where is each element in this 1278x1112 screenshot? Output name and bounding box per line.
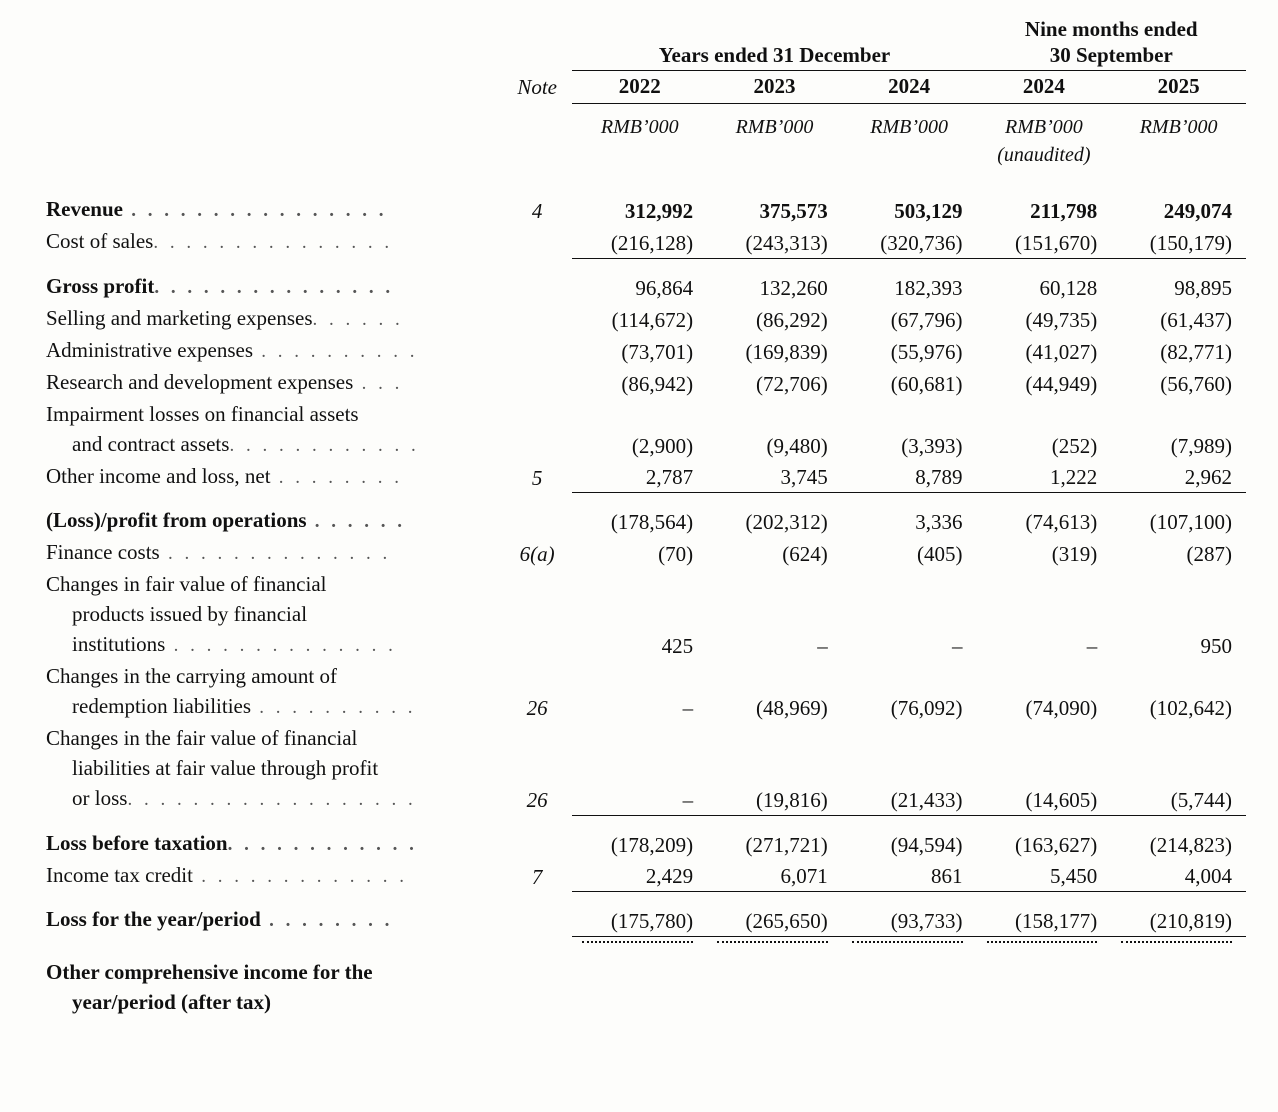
empty-cell: [502, 16, 572, 71]
row-label-text: Loss before taxation: [46, 830, 228, 855]
row-note: [502, 429, 572, 461]
row-label: [46, 194, 502, 226]
column-header-2025-interim: 2025: [1111, 71, 1246, 104]
row-value: 60,128: [1039, 275, 1098, 300]
row-value: [572, 599, 707, 629]
row-value: (19,816): [707, 783, 842, 815]
empty-cell: [977, 987, 1112, 1017]
row-value: [842, 753, 977, 783]
spacer-row: [46, 892, 1246, 905]
row-value: (93,733): [842, 904, 977, 936]
table-row: [46, 860, 1246, 892]
row-value: [977, 723, 1112, 753]
row-value: (9,480): [766, 433, 828, 458]
empty-cell: [46, 71, 502, 104]
row-label-text: liabilities at fair value through profit: [72, 756, 379, 780]
table-row: [46, 429, 1246, 461]
row-value: 312,992: [624, 199, 694, 223]
row-value: (243,313): [707, 226, 842, 258]
empty-cell: [46, 104, 502, 143]
row-note: [502, 367, 572, 399]
group-header-nine-months: [977, 16, 1246, 71]
spacer-row: [46, 815, 1246, 828]
row-label-text: Impairment losses on financial assets: [46, 401, 359, 426]
row-value: [977, 599, 1112, 629]
row-value: 5,450: [977, 860, 1112, 892]
row-value: [842, 569, 977, 599]
row-value: (102,642): [1149, 696, 1232, 720]
row-value: (3,393): [901, 433, 963, 458]
unit-2023: RMB’000: [735, 116, 814, 138]
row-value: [1111, 723, 1246, 753]
table-row: [46, 226, 1246, 258]
row-label: [46, 367, 502, 399]
row-note: 26: [526, 788, 548, 812]
row-value: (114,672): [611, 307, 694, 332]
empty-cell: [842, 957, 977, 987]
row-value: 3,745: [707, 461, 842, 493]
empty-cell: [572, 987, 707, 1017]
spacer-cell: [46, 258, 1246, 271]
table-row: [46, 599, 1246, 629]
row-note: [502, 335, 572, 367]
row-note: [502, 505, 572, 537]
table-row: [46, 691, 1246, 723]
leader-dots: . . . . . . . . . .: [251, 697, 417, 718]
row-value: [1111, 569, 1246, 599]
row-value: (74,613): [1025, 510, 1098, 534]
row-value: (5,744): [1111, 783, 1246, 815]
row-label: [46, 461, 502, 493]
row-label-text: Selling and marketing expenses: [46, 305, 313, 330]
row-label-text: Changes in the fair value of financial: [46, 726, 358, 750]
empty-cell: [1111, 142, 1246, 168]
table-units-row: [46, 104, 1246, 143]
table-column-header-row: [46, 71, 1246, 104]
row-value: 6,071: [707, 860, 842, 892]
row-value: (49,735): [1025, 307, 1098, 332]
leader-dots: . . . . . . . . . .: [253, 340, 419, 362]
row-label: [46, 783, 502, 815]
row-value: [707, 599, 842, 629]
row-label: [46, 271, 502, 303]
row-value: (56,760): [1160, 371, 1232, 396]
row-label-text: Loss for the year/period: [46, 907, 261, 931]
table-row: [46, 753, 1246, 783]
table-row: [46, 828, 1246, 860]
unit-2024-interim: RMB’000: [1004, 116, 1083, 138]
row-note: [502, 629, 572, 661]
row-label: [46, 629, 502, 661]
row-label: [46, 691, 502, 723]
row-value: [842, 661, 977, 691]
row-value: (178,564): [610, 510, 694, 534]
row-label-text: Changes in fair value of financial: [46, 572, 327, 596]
row-value: [572, 399, 707, 429]
row-note: 5: [531, 465, 543, 490]
leader-dots: . . . . . . . .: [260, 910, 393, 931]
leader-dots: . . . . . . . . . . . . . . . . . .: [127, 789, 417, 810]
spacer-row: [46, 258, 1246, 271]
leader-dots: . . . . . . . . . . . .: [229, 434, 420, 456]
row-value: (86,292): [756, 307, 828, 332]
row-label: [46, 723, 502, 753]
row-value: (76,092): [890, 696, 963, 720]
row-label: [46, 661, 502, 691]
row-value: 1,222: [977, 461, 1112, 493]
row-value: –: [952, 634, 963, 658]
row-label-text: Revenue: [46, 197, 123, 221]
row-value: 182,393: [894, 275, 963, 300]
row-value: (73,701): [621, 339, 694, 364]
row-value: 3,336: [915, 510, 963, 534]
leader-dots: . . . . . . . . . . . . . . . .: [123, 200, 387, 221]
row-label-text: Gross profit: [46, 273, 155, 298]
row-value: (252): [1051, 433, 1098, 458]
unit-2024-annual: RMB’000: [870, 116, 949, 138]
row-label: [46, 828, 502, 860]
unaudited-marker: (unaudited): [997, 144, 1091, 166]
spacer-row: [46, 493, 1246, 506]
row-value: (169,839): [745, 339, 828, 364]
row-note: [502, 271, 572, 303]
row-value: (74,090): [1025, 696, 1098, 720]
row-value: [707, 399, 842, 429]
empty-cell: [1111, 957, 1246, 987]
row-value: (14,605): [977, 783, 1112, 815]
empty-cell: [977, 957, 1112, 987]
row-value: [1111, 599, 1246, 629]
empty-cell: [572, 142, 707, 168]
row-label: [46, 569, 502, 599]
row-value: [1111, 399, 1246, 429]
empty-cell: [707, 987, 842, 1017]
row-label: [46, 537, 502, 569]
table-row: [46, 505, 1246, 537]
row-label: [46, 904, 502, 936]
empty-cell: [502, 957, 572, 987]
row-label: [46, 303, 502, 335]
oci-heading-line2: year/period (after tax): [72, 989, 272, 1014]
oci-heading-line1: Other comprehensive income for the: [46, 959, 373, 984]
row-value: (624): [782, 542, 828, 566]
column-header-2024-interim: 2024: [977, 71, 1112, 104]
group-header-nine-months-line2: 30 September: [1049, 43, 1173, 67]
leader-dots: . . . . . . . .: [270, 466, 403, 488]
row-value: [977, 661, 1112, 691]
row-note: [502, 661, 572, 691]
row-label: [46, 335, 502, 367]
row-value: [572, 569, 707, 599]
row-value: [842, 599, 977, 629]
row-label: [46, 399, 502, 429]
row-value: 950: [1200, 634, 1232, 658]
table-row: [46, 537, 1246, 569]
row-note: 26: [526, 696, 548, 720]
row-value: [707, 661, 842, 691]
group-header-years: Years ended 31 December: [572, 16, 976, 71]
table-row: [46, 661, 1246, 691]
row-value: (44,949): [1025, 371, 1098, 396]
row-value: [842, 723, 977, 753]
row-label: [46, 226, 502, 258]
row-label-text: Cost of sales: [46, 229, 154, 253]
table-row: [46, 194, 1246, 226]
table-row: [46, 399, 1246, 429]
row-value: (202,312): [745, 510, 828, 534]
row-value: [977, 569, 1112, 599]
empty-cell: [707, 957, 842, 987]
income-statement-table: [46, 16, 1246, 1017]
row-value: –: [1086, 634, 1098, 658]
leader-dots: . . .: [353, 372, 403, 394]
row-value: (7,989): [1170, 433, 1232, 458]
row-value: 375,573: [759, 199, 828, 223]
row-value: –: [682, 696, 694, 720]
row-label-text: Income tax credit: [46, 862, 193, 887]
row-value: (151,670): [977, 226, 1112, 258]
row-value: (48,969): [756, 696, 828, 720]
table-row: [46, 957, 1246, 987]
row-value: (287): [1186, 542, 1232, 566]
row-value: [977, 399, 1112, 429]
row-label: [46, 599, 502, 629]
row-label: [46, 505, 502, 537]
row-value: [572, 753, 707, 783]
row-value: (175,780): [572, 904, 707, 936]
row-label-text: Research and development expenses: [46, 369, 354, 394]
row-label-text: institutions: [72, 632, 166, 656]
empty-cell: [572, 957, 707, 987]
row-value: 861: [842, 860, 977, 892]
table-row: [46, 629, 1246, 661]
row-value: [977, 753, 1112, 783]
column-header-2024-annual: 2024: [842, 71, 977, 104]
empty-cell: [46, 142, 502, 168]
row-note: [502, 226, 572, 258]
row-note: [502, 723, 572, 753]
spacer-row: [46, 168, 1246, 194]
table-row: [46, 987, 1246, 1017]
table-row: [46, 723, 1246, 753]
row-label-text: Other income and loss, net: [46, 463, 271, 488]
spacer-cell: [46, 815, 1246, 828]
row-value: (214,823): [1149, 832, 1232, 857]
leader-dots: . . . . . . . . . . . .: [227, 833, 418, 855]
leader-dots: . . . . . . . . . . . . .: [192, 865, 408, 887]
row-label-text: or loss: [72, 786, 128, 810]
row-label-text: and contract assets: [72, 431, 230, 456]
table-row: [46, 783, 1246, 815]
spacer-row: [46, 936, 1246, 957]
row-value: (158,177): [977, 904, 1112, 936]
leader-dots: . . . . . . . . . . . . . . .: [153, 232, 393, 253]
row-value: (178,209): [610, 832, 694, 857]
row-label-text: Changes in the carrying amount of: [46, 664, 338, 688]
row-note: 6(a): [519, 542, 555, 566]
table-row: [46, 303, 1246, 335]
row-note: [502, 599, 572, 629]
row-value: 2,962: [1111, 461, 1246, 493]
row-value: (150,179): [1111, 226, 1246, 258]
table-row: [46, 569, 1246, 599]
empty-cell: [46, 16, 502, 71]
empty-cell: [1111, 987, 1246, 1017]
row-value: (41,027): [1025, 339, 1098, 364]
leader-dots: . . . . . . . . . . . . . .: [159, 543, 391, 564]
row-label-text: products issued by financial: [72, 602, 308, 626]
row-value: (55,976): [890, 339, 963, 364]
row-value: (2,900): [631, 433, 694, 458]
table-group-header-row: [46, 16, 1246, 71]
row-label-text: Finance costs: [46, 540, 160, 564]
spacer-cell: [46, 892, 1246, 905]
row-value: 96,864: [635, 275, 694, 300]
row-value: 98,895: [1174, 275, 1232, 300]
empty-cell: [502, 142, 572, 168]
leader-dots: . . . . . . . . . . . . . . .: [154, 276, 394, 298]
row-label-text: (Loss)/profit from operations: [46, 508, 307, 532]
leader-dots: . . . . . .: [312, 308, 404, 330]
row-note: [502, 753, 572, 783]
row-value: (67,796): [890, 307, 963, 332]
row-value: 503,129: [894, 199, 963, 223]
row-value: (21,433): [842, 783, 977, 815]
row-value: (60,681): [890, 371, 963, 396]
spacer-cell: [46, 493, 1246, 506]
row-note: [502, 904, 572, 936]
row-label: [46, 429, 502, 461]
empty-cell: [842, 142, 977, 168]
table-row: [46, 461, 1246, 493]
spacer-cell: [46, 936, 1246, 957]
row-label: [46, 753, 502, 783]
column-header-2023: 2023: [707, 71, 842, 104]
note-column-header: Note: [517, 74, 557, 99]
row-value: (61,437): [1160, 307, 1232, 332]
row-value: [707, 723, 842, 753]
row-note: [502, 303, 572, 335]
financial-statement-page: [0, 16, 1278, 1112]
row-value: (210,819): [1111, 904, 1246, 936]
row-value: (70): [658, 542, 694, 566]
leader-dots: . . . . . . . . . . . . . .: [165, 635, 397, 656]
row-value: (271,721): [745, 832, 828, 857]
row-note: [502, 828, 572, 860]
row-value: [572, 661, 707, 691]
row-value: 425: [661, 634, 694, 658]
leader-dots: . . . . . .: [306, 511, 406, 532]
empty-cell: [502, 104, 572, 143]
table-row: [46, 271, 1246, 303]
row-value: (107,100): [1149, 510, 1232, 534]
row-value: –: [817, 634, 828, 658]
row-value: 211,798: [1030, 199, 1098, 223]
row-value: (319): [1051, 542, 1098, 566]
row-value: (320,736): [842, 226, 977, 258]
row-value: (86,942): [621, 371, 694, 396]
row-value: 8,789: [842, 461, 977, 493]
row-value: 2,429: [572, 860, 707, 892]
empty-cell: [842, 987, 977, 1017]
row-value: [1111, 661, 1246, 691]
unit-2022: RMB’000: [600, 116, 679, 138]
row-value: 132,260: [759, 275, 828, 300]
row-value: (265,650): [707, 904, 842, 936]
row-value: [1111, 753, 1246, 783]
table-row: [46, 367, 1246, 399]
row-note: [502, 569, 572, 599]
table-unaudited-row: [46, 142, 1246, 168]
row-value: [707, 569, 842, 599]
row-label-text: Administrative expenses: [46, 337, 254, 362]
row-value: (163,627): [1014, 832, 1098, 857]
row-value: (94,594): [890, 832, 963, 857]
row-note: 7: [531, 864, 543, 889]
row-value: –: [572, 783, 707, 815]
row-value: [842, 399, 977, 429]
row-value: [707, 753, 842, 783]
row-value: (82,771): [1160, 339, 1232, 364]
row-label-text: redemption liabilities: [72, 694, 252, 718]
row-value: (405): [917, 542, 963, 566]
empty-cell: [707, 142, 842, 168]
column-header-2022: 2022: [572, 71, 707, 104]
row-label: [46, 860, 502, 892]
empty-cell: [502, 987, 572, 1017]
table-row: [46, 904, 1246, 936]
group-header-nine-months-line1: Nine months ended: [1024, 17, 1198, 41]
row-value: (216,128): [572, 226, 707, 258]
row-value: 4,004: [1111, 860, 1246, 892]
row-value: 249,074: [1163, 199, 1232, 223]
row-note: 4: [531, 199, 543, 223]
table-row: [46, 335, 1246, 367]
row-value: [572, 723, 707, 753]
unit-2025-interim: RMB’000: [1139, 116, 1218, 138]
spacer-cell: [46, 168, 1246, 194]
row-value: 2,787: [572, 461, 707, 493]
row-note: [502, 399, 572, 429]
row-value: (72,706): [756, 371, 828, 396]
